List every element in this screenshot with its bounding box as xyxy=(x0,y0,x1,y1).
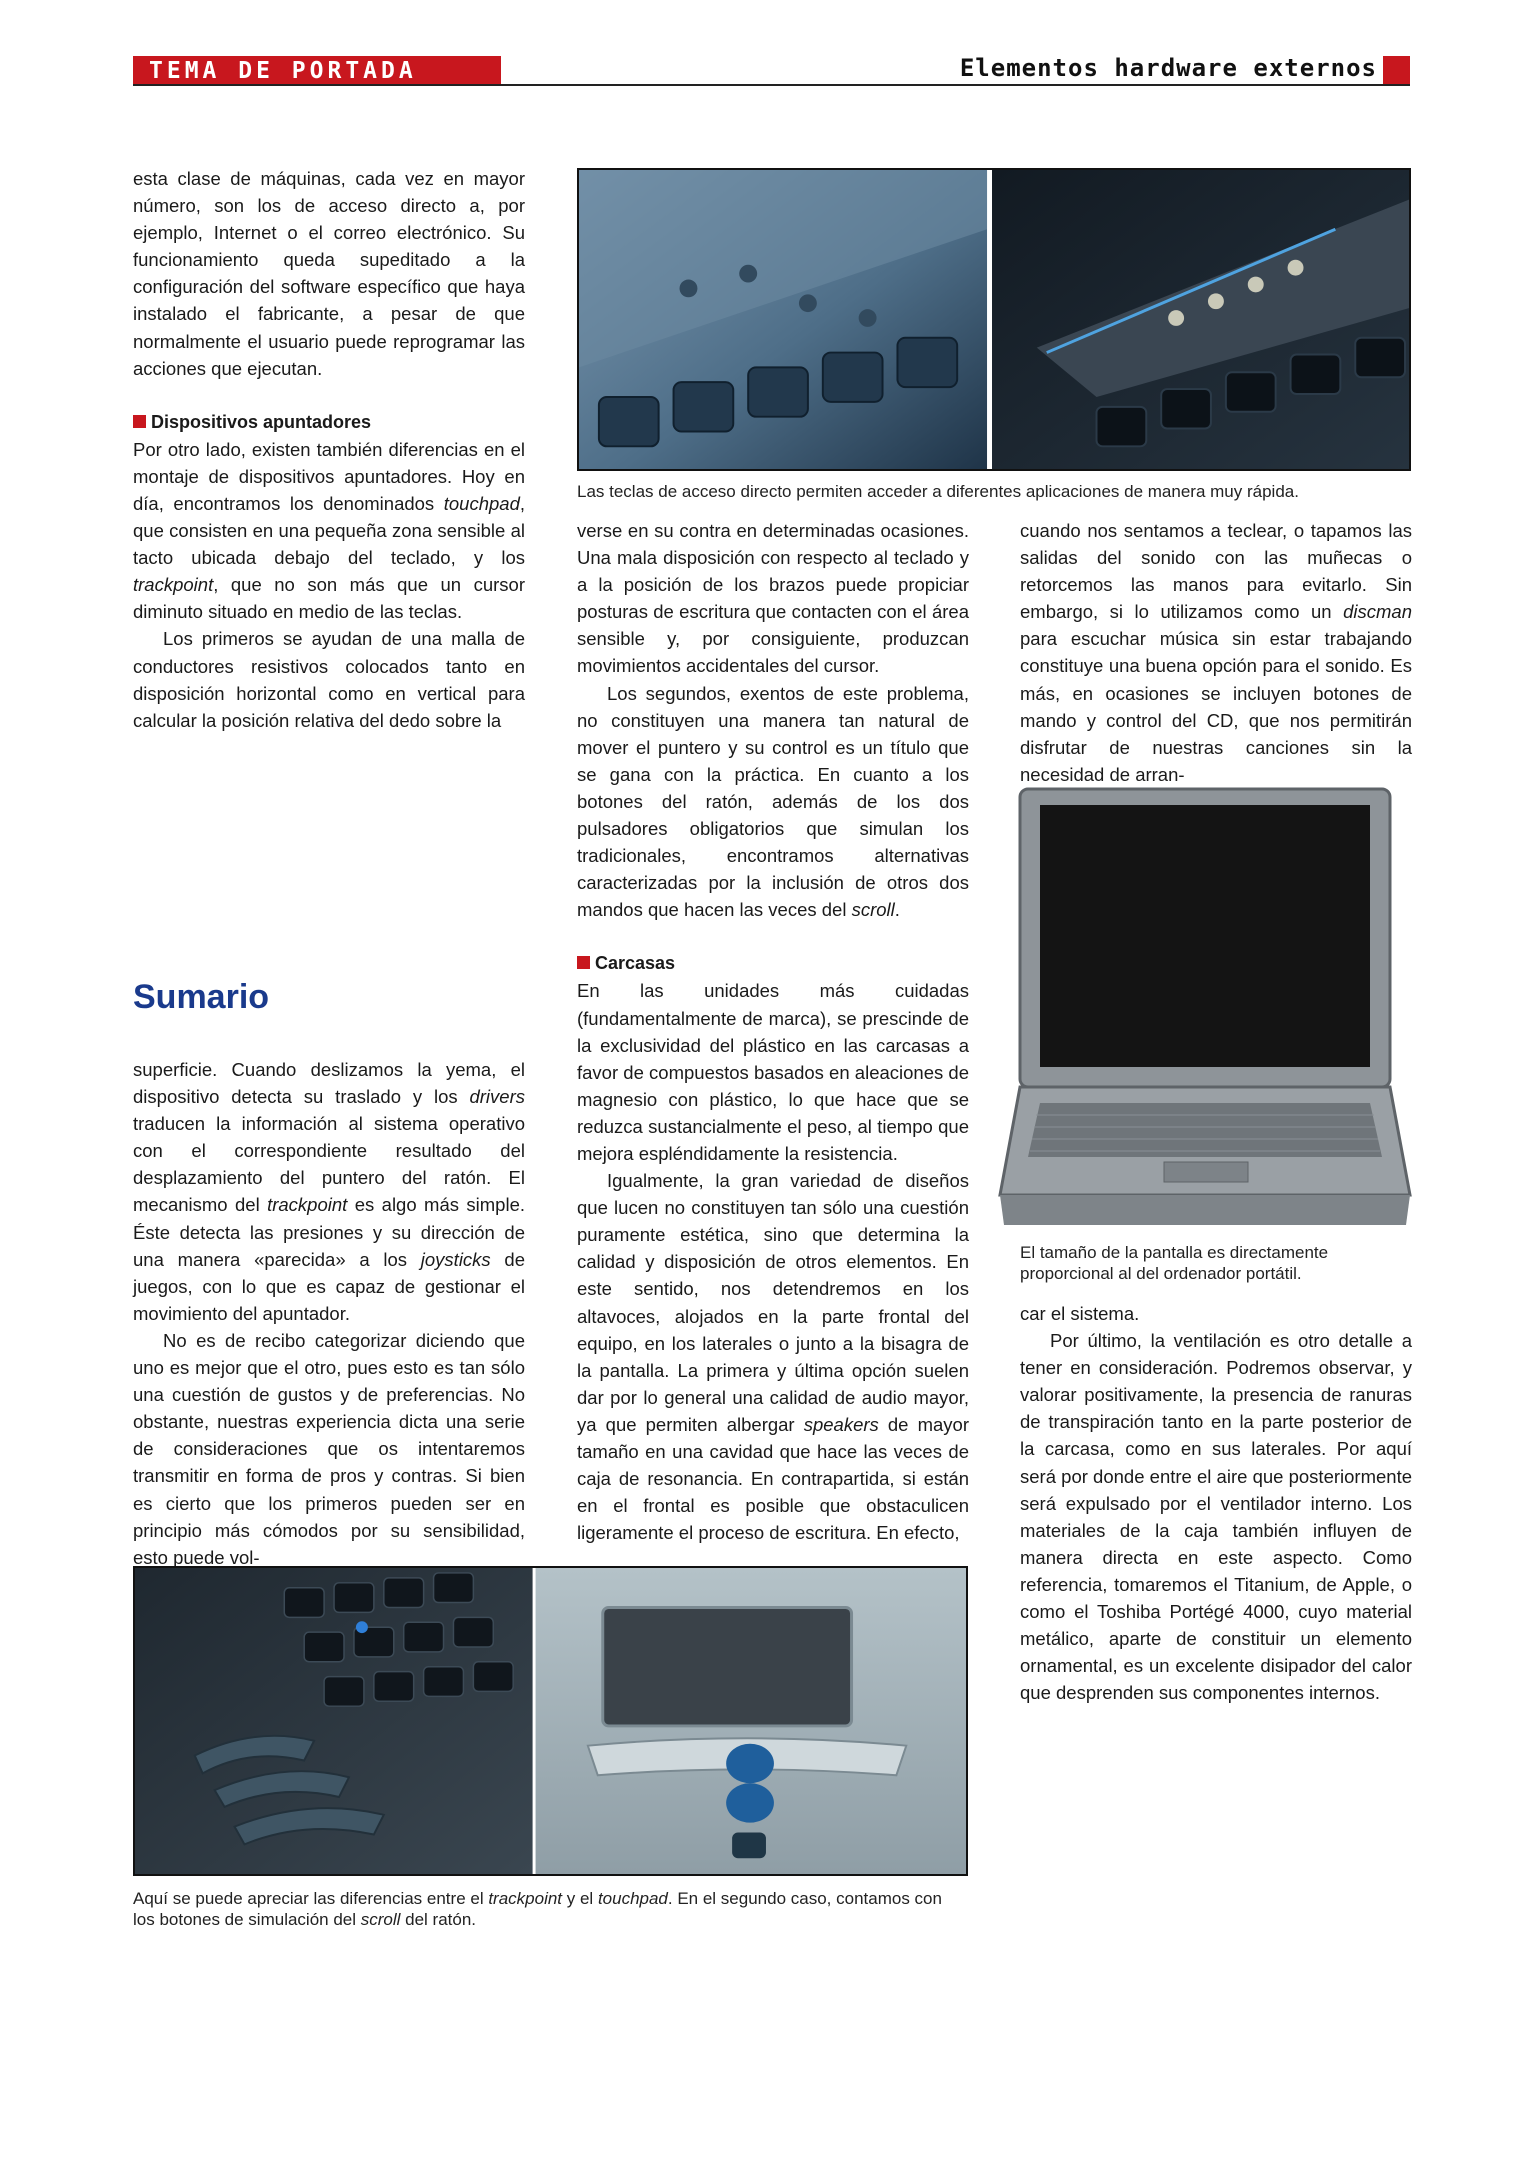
caption-trackpoint-touchpad: Aquí se puede apreciar las diferencias entre el trackpoint y el touchpad. En el segundo caso, contamos con los botones de simulación del scroll del ratón. xyxy=(133,1889,942,1929)
column-2 xyxy=(577,517,969,1546)
photo-laptop xyxy=(996,785,1412,1230)
column-1-top xyxy=(133,165,525,734)
paragraph: Por último, la ventilación es otro detalle a tener en consideración. Podremos observar, y valorar positivamente, la presencia de ranuras de transpiración tanto en la parte posterior de la carcasa, como en sus laterales. Por aquí será por donde entre el aire que posteriormente será expulsado por el ventilador interno. Los materiales de la caja también influyen de manera directa en este aspecto. Como referencia, tomaremos el Titanium, de Apple, o como el Toshiba Portégé 4000, cuyo material metálico, aparte de constituir un elemento ornamental, es un excelente disipador del calor que desprenden sus componentes internos. xyxy=(1020,1330,1412,1704)
caption-hotkeys: Las teclas de acceso directo permiten acceder a diferentes aplicaciones de manera muy rápida. xyxy=(577,482,1299,501)
column-1-bottom xyxy=(133,1056,525,1571)
paragraph: esta clase de máquinas, cada vez en mayor número, son los de acceso directo a, por ejemplo, Internet o el correo electrónico. Su funcionamiento queda supeditado a la configuración del software específico que haya instalado el fabricante, a pesar de que normalmente el usuario puede reprogramar las acciones que ejecutan. xyxy=(133,168,525,379)
paragraph: Los primeros se ayudan de una malla de conductores resistivos colocados tanto en disposición horizontal como en vertical para calcular la posición relativa del dedo sobre la xyxy=(133,628,525,731)
paragraph: verse en su contra en determinadas ocasiones. Una mala disposición con respecto al teclado y a la posición de los brazos puede propiciar posturas de escritura que contacten con el área sensible y, por consiguiente, produzcan movimientos accidentales del cursor. xyxy=(577,520,969,677)
paragraph: Los segundos, exentos de este problema, no constituyen una manera tan natural de mover el puntero y su control es un título que se gana con la práctica. En cuanto a los botones del ratón, además de los dos pulsadores obligatorios que simulan los tradicionales, encontramos alternativas caracterizadas por la inclusión de otros dos mandos que hacen las veces del scroll. xyxy=(577,682,969,921)
header-rule xyxy=(133,84,1410,86)
paragraph: En las unidades más cuidadas (fundamentalmente de marca), se prescinde de la exclusividad del plástico en las carcasas a favor de compuestos basados en aleaciones de magnesio con plástico, lo que hace que se reduzca sustancialmente el peso, al tiempo que mejora espléndidamente la resistencia. xyxy=(577,980,969,1164)
photo-trackpoint-touchpad xyxy=(133,1566,968,1876)
paragraph: cuando nos sentamos a teclear, o tapamos las salidas del sonido con las muñecas o retorcemos las manos para evitarlo. Sin embargo, si lo utilizamos como un discman para escuchar música sin estar trabajando constituye una buena opción para el sonido. Es más, en ocasiones se incluyen botones de mando y control del CD, que nos permitirán disfrutar de nuestras canciones sin la necesidad de arran- xyxy=(1020,520,1412,785)
sumario-heading: Sumario xyxy=(133,978,270,1016)
photo-hotkeys xyxy=(577,168,1411,471)
paragraph: car el sistema. xyxy=(1020,1303,1140,1324)
section-tag: TEMA DE PORTADA xyxy=(133,56,501,86)
paragraph: superficie. Cuando deslizamos la yema, el dispositivo detecta su traslado y los drivers traducen la información al sistema operativo con el correspondiente resultado del desplazamiento del puntero del ratón. El mecanismo del trackpoint es algo más simple. Éste detecta las presiones y su dirección de una manera «parecida» a los joysticks de juegos, con lo que es capaz de gestionar el movimiento del apuntador. xyxy=(133,1059,526,1324)
square-bullet-icon xyxy=(577,956,590,969)
running-title: Elementos hardware externos xyxy=(959,54,1377,82)
header-accent-block xyxy=(1383,56,1410,86)
column-3-bottom xyxy=(1020,1300,1412,1706)
column-3-top xyxy=(1020,517,1412,788)
paragraph: Por otro lado, existen también diferencias en el montaje de dispositivos apuntadores. Hoy en día, encontramos los denominados touchpad, que consisten en una pequeña zona sensible al tacto ubicada debajo del teclado, y los trackpoint, que no son más que un cursor diminuto situado en medio de las teclas. xyxy=(133,438,525,623)
subheading-carcasas: Carcasas xyxy=(577,950,969,977)
square-bullet-icon xyxy=(133,415,146,428)
paragraph: No es de recibo categorizar diciendo que uno es mejor que el otro, pues esto es tan sólo una cuestión de gustos y de preferencias. No obstante, nuestras experiencia dicta una serie de consideraciones que os intentaremos transmitir en forma de pros y contras. Si bien es cierto que los primeros pueden ser en principio más cómodos por su sensibilidad, esto puede vol- xyxy=(133,1329,525,1568)
paragraph: Igualmente, la gran variedad de diseños que lucen no constituyen tan sólo una cuestión puramente estética, sino que determina la calidad y disposición de otros elementos. En este sentido, nos detendremos en los altavoces, alojados en la parte frontal del equipo, en los laterales o junto a la bisagra de la pantalla. La primera y última opción suelen dar por lo general una calidad de audio mayor, ya que permiten albergar speakers de mayor tamaño en una cavidad que hace las veces de caja de resonancia. En contrapartida, si están en el frontal es posible que obstaculicen ligeramente el proceso de escritura. En efecto, xyxy=(577,1170,969,1544)
caption-laptop: El tamaño de la pantalla es directamente proporcional al del ordenador portátil. xyxy=(1020,1243,1329,1283)
subheading-dispositivos: Dispositivos apuntadores xyxy=(133,409,525,436)
